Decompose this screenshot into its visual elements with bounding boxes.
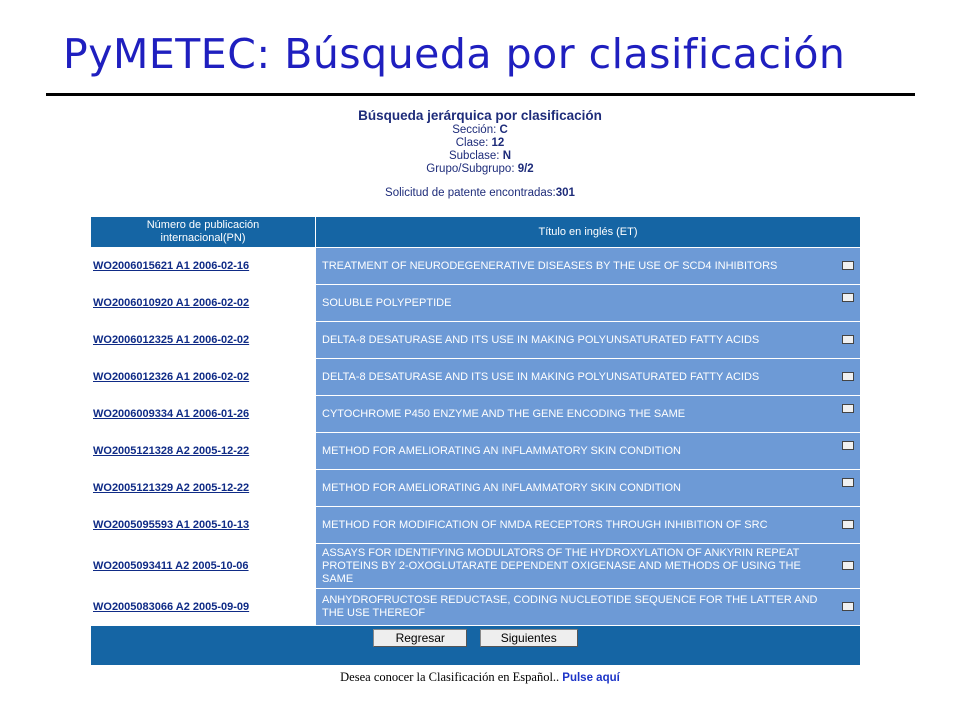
title-cell bbox=[316, 359, 861, 396]
publication-number-link[interactable]: WO2005095593 A1 2005-10-13 bbox=[93, 519, 250, 531]
select-checkbox[interactable] bbox=[842, 372, 854, 381]
pagination-cell bbox=[91, 626, 861, 666]
patent-title: TREATMENT OF NEURODEGENERATIVE DISEASES BY THE USE OF SCD4 INHIBITORS bbox=[322, 259, 778, 272]
title-cell bbox=[316, 544, 861, 589]
select-checkbox[interactable] bbox=[842, 261, 854, 270]
subclass-line: Subclase: N bbox=[448, 150, 511, 162]
select-checkbox[interactable] bbox=[842, 602, 854, 611]
publication-number-cell bbox=[91, 433, 316, 470]
slide-title: PyMETEC: Búsqueda por clasificación bbox=[63, 30, 846, 78]
title-cell bbox=[316, 507, 861, 544]
title-cell bbox=[316, 470, 861, 507]
publication-number-link[interactable]: WO2005121329 A2 2005-12-22 bbox=[93, 482, 250, 494]
publication-number-cell bbox=[91, 396, 316, 433]
title-cell bbox=[316, 285, 861, 322]
select-checkbox[interactable] bbox=[842, 293, 854, 302]
table-row bbox=[91, 248, 861, 285]
next-button[interactable]: Siguientes bbox=[480, 629, 578, 647]
patent-title: ANHYDROFRUCTOSE REDUCTASE, CODING NUCLEOTIDE SEQUENCE FOR THE LATTER AND THE USE THEREOF bbox=[322, 594, 818, 619]
select-checkbox[interactable] bbox=[842, 335, 854, 344]
publication-number-link[interactable]: WO2006015621 A1 2006-02-16 bbox=[93, 260, 250, 272]
results-count: Solicitud de patente encontradas:301 bbox=[385, 187, 575, 199]
publication-number-link[interactable]: WO2005083066 A2 2005-09-09 bbox=[93, 601, 250, 613]
column-header-title: Título en inglés (ET) bbox=[316, 217, 861, 248]
select-checkbox[interactable] bbox=[842, 520, 854, 529]
table-row bbox=[91, 285, 861, 322]
patent-title: DELTA-8 DESATURASE AND ITS USE IN MAKING POLYUNSATURATED FATTY ACIDS bbox=[322, 370, 760, 383]
select-checkbox[interactable] bbox=[842, 561, 854, 570]
table-row bbox=[91, 396, 861, 433]
publication-number-cell bbox=[91, 544, 316, 589]
column-header-pn: Número de publicación internacional(PN) bbox=[91, 217, 316, 248]
publication-number-link[interactable]: WO2006012325 A1 2006-02-02 bbox=[93, 334, 250, 346]
patent-title: METHOD FOR AMELIORATING AN INFLAMMATORY SKIN CONDITION bbox=[322, 444, 681, 457]
title-cell bbox=[316, 396, 861, 433]
publication-number-link[interactable]: WO2006009334 A1 2006-01-26 bbox=[93, 408, 250, 420]
patent-title: SOLUBLE POLYPEPTIDE bbox=[322, 296, 452, 309]
table-row bbox=[91, 433, 861, 470]
patent-title: DELTA-8 DESATURASE AND ITS USE IN MAKING POLYUNSATURATED FATTY ACIDS bbox=[322, 333, 760, 346]
table-header bbox=[91, 217, 861, 248]
group-line: Grupo/Subgrupo: 9/2 bbox=[426, 163, 534, 175]
title-cell bbox=[316, 589, 861, 626]
publication-number-link[interactable]: WO2005093411 A2 2005-10-06 bbox=[93, 560, 249, 572]
spanish-classification-link[interactable]: Pulse aquí bbox=[562, 672, 620, 684]
publication-number-cell bbox=[91, 589, 316, 626]
patent-title: METHOD FOR AMELIORATING AN INFLAMMATORY SKIN CONDITION bbox=[322, 481, 681, 494]
publication-number-link[interactable]: WO2005121328 A2 2005-12-22 bbox=[93, 445, 250, 457]
section-line: Sección: C bbox=[452, 124, 508, 136]
search-heading: Búsqueda jerárquica por clasificación bbox=[358, 108, 602, 123]
publication-number-cell bbox=[91, 470, 316, 507]
title-divider bbox=[46, 93, 915, 96]
publication-number-cell bbox=[91, 285, 316, 322]
table-row bbox=[91, 470, 861, 507]
class-line: Clase: 12 bbox=[455, 137, 505, 149]
publication-number-cell bbox=[91, 322, 316, 359]
table-row bbox=[91, 359, 861, 396]
table-row bbox=[91, 322, 861, 359]
table-row bbox=[91, 544, 861, 589]
patent-title: METHOD FOR MODIFICATION OF NMDA RECEPTORS THROUGH INHIBITION OF SRC bbox=[322, 518, 768, 531]
publication-number-link[interactable]: WO2006012326 A1 2006-02-02 bbox=[93, 371, 250, 383]
spanish-classification-prompt: Desea conocer la Clasificación en Español.. Pulse aquí bbox=[340, 670, 620, 684]
publication-number-cell bbox=[91, 507, 316, 544]
publication-number-link[interactable]: WO2006010920 A1 2006-02-02 bbox=[93, 297, 250, 309]
publication-number-cell bbox=[91, 248, 316, 285]
select-checkbox[interactable] bbox=[842, 478, 854, 487]
patent-title: CYTOCHROME P450 ENZYME AND THE GENE ENCODING THE SAME bbox=[322, 407, 686, 420]
results-table bbox=[90, 216, 861, 666]
back-button[interactable]: Regresar bbox=[373, 629, 467, 647]
patent-title: ASSAYS FOR IDENTIFYING MODULATORS OF THE HYDROXYLATION OF ANKYRIN REPEAT PROTEINS BY 2-OXOGLUTARATE DEPENDENT OXIGENASE AND METHODS OF USING THE SAME bbox=[322, 546, 801, 585]
table-row bbox=[91, 507, 861, 544]
title-cell bbox=[316, 248, 861, 285]
select-checkbox[interactable] bbox=[842, 441, 854, 450]
classification-summary bbox=[0, 124, 960, 176]
select-checkbox[interactable] bbox=[842, 404, 854, 413]
title-cell bbox=[316, 322, 861, 359]
pagination-row bbox=[91, 626, 861, 666]
publication-number-cell bbox=[91, 359, 316, 396]
title-cell bbox=[316, 433, 861, 470]
table-row bbox=[91, 589, 861, 626]
